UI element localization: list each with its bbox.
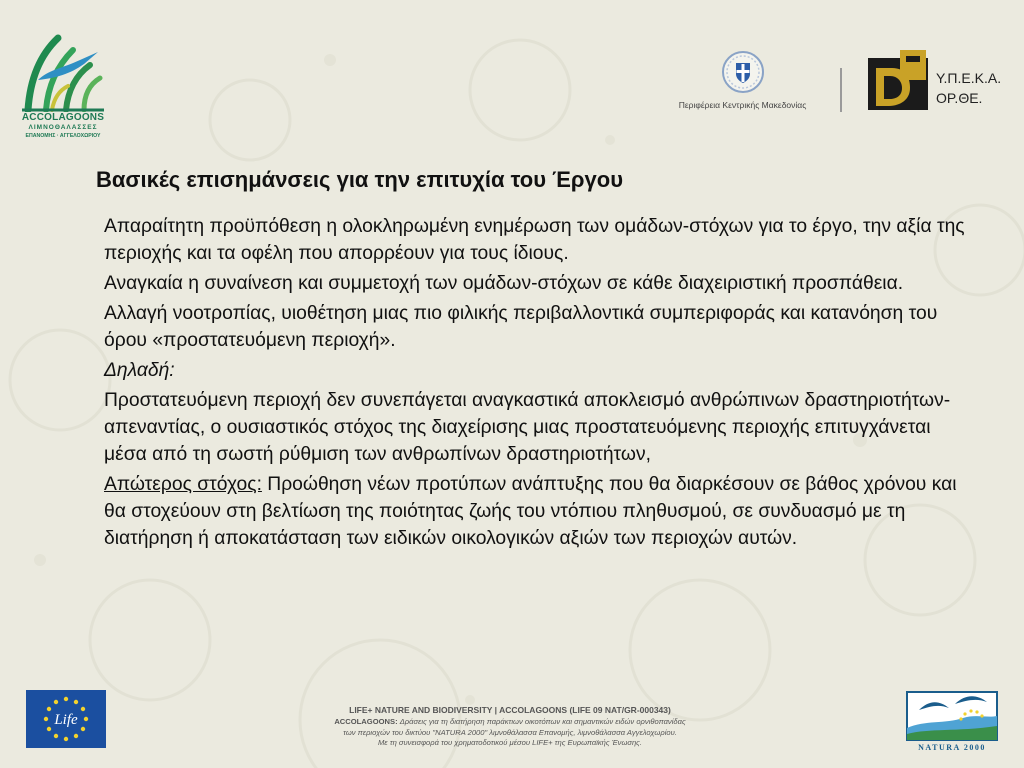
paragraph-2: Αναγκαία η συναίνεση και συμμετοχή των ομάδων-στόχων σε κάθε διαχειριστική προσπάθεια.: [104, 273, 904, 294]
eu-flag-icon: [26, 690, 106, 748]
natura-label: NATURA 2000: [918, 743, 986, 752]
slide-title: Βασικές επισημάνσεις για την επιτυχία του Έργου: [96, 167, 624, 192]
accolagoons-logo: [18, 20, 108, 145]
greek-emblem-icon: [721, 50, 765, 94]
goal-label: Απώτερος στόχος:: [104, 474, 262, 495]
region-name: Περιφέρεια Κεντρικής Μακεδονίας: [678, 100, 807, 110]
accolagoons-emblem-icon: [18, 20, 108, 112]
footer-line1-text: Δράσεις για τη διατήρηση παράκτιων οικοτόπων και σημαντικών ειδών ορνιθοπανίδας: [397, 717, 686, 726]
accolagoons-logo-name: ACCOLAGOONS: [21, 112, 105, 123]
paragraph-3: Αλλαγή νοοτροπίας, υιοθέτηση μιας πιο φιλικής περιβαλλοντικά συμπεριφοράς και κατανόηση του όρου «προστατευόμενη περιοχή».: [104, 303, 938, 351]
footer-line1-bold: ACCOLAGOONS:: [334, 717, 398, 726]
paragraph-1: Απαραίτητη προϋπόθεση η ολοκληρωμένη ενημέρωση των ομάδων-στόχων για το έργο, την αξία της περιοχής και τα οφέλη που απορρέουν για τους ίδιους.: [104, 216, 965, 264]
ypeka-emblem-icon: [866, 48, 930, 112]
header-divider: [840, 68, 842, 112]
eu-life-text: Life: [54, 712, 78, 728]
ypeka-line1: Υ.Π.Ε.Κ.Α.: [936, 70, 1002, 86]
footer-heading: LIFE+ NATURE AND BIODIVERSITY | ACCOLAGOONS (LIFE 09 NAT/GR-000343): [349, 705, 671, 715]
eu-life-logo: [26, 690, 106, 748]
goal-text: Προώθηση νέων προτύπων ανάπτυξης που θα διαρκέσουν σε βάθος χρόνου και θα στοχεύουν στη βελτίωση της ποιότητας ζωής του ντόπιου πληθυσμού, σε συνδυασμό με τη διατήρηση ή αποκατάσταση των ειδικών οικολογικών αξιών των περιοχών αυτών.: [104, 474, 957, 549]
paragraph-5: Προστατευόμενη περιοχή δεν συνεπάγεται αναγκαστικά αποκλεισμό ανθρώπινων δραστηριοτήτων-απεναντίας, ο ουσιαστικός στόχος της διαχείρισης μιας προστατευόμενης περιοχής επιτυγχάνεται μέσα από τη σωστή ρύθμιση των ανθρωπίνων δραστηριοτήτων,: [104, 390, 951, 465]
slide-body: [104, 213, 974, 555]
footer-line2: των περιοχών του δικτύου "NATURA 2000" λιμνοθάλασσα Επανομής, λιμνοθάλασσα Αγγελοχωρίου.: [343, 727, 677, 737]
footer-text: [280, 705, 740, 749]
paragraph-namely: Δηλαδή:: [104, 360, 175, 381]
footer-line3: Με τη συνεισφορά του χρηματοδοτικού μέσου LIFE+ της Ευρωπαϊκής Ένωσης.: [377, 738, 642, 747]
ypeka-line2: ΟΡ.ΘΕ.: [936, 90, 983, 106]
accolagoons-logo-subtitle: ΛΙΜΝΟΘΑΛΑΣΣΕΣ: [28, 124, 98, 131]
accolagoons-logo-subtitle2: ΕΠΑΝΟΜΗΣ · ΑΓΓΕΛΟΧΩΡΙΟΥ: [25, 133, 101, 139]
paragraph-goal: [104, 471, 974, 552]
natura-bird-icon: [905, 688, 999, 742]
ypeka-logo: [866, 48, 1016, 114]
footer-line1: [280, 717, 740, 728]
region-central-macedonia-logo: [665, 48, 820, 118]
natura-2000-logo: [905, 688, 999, 752]
